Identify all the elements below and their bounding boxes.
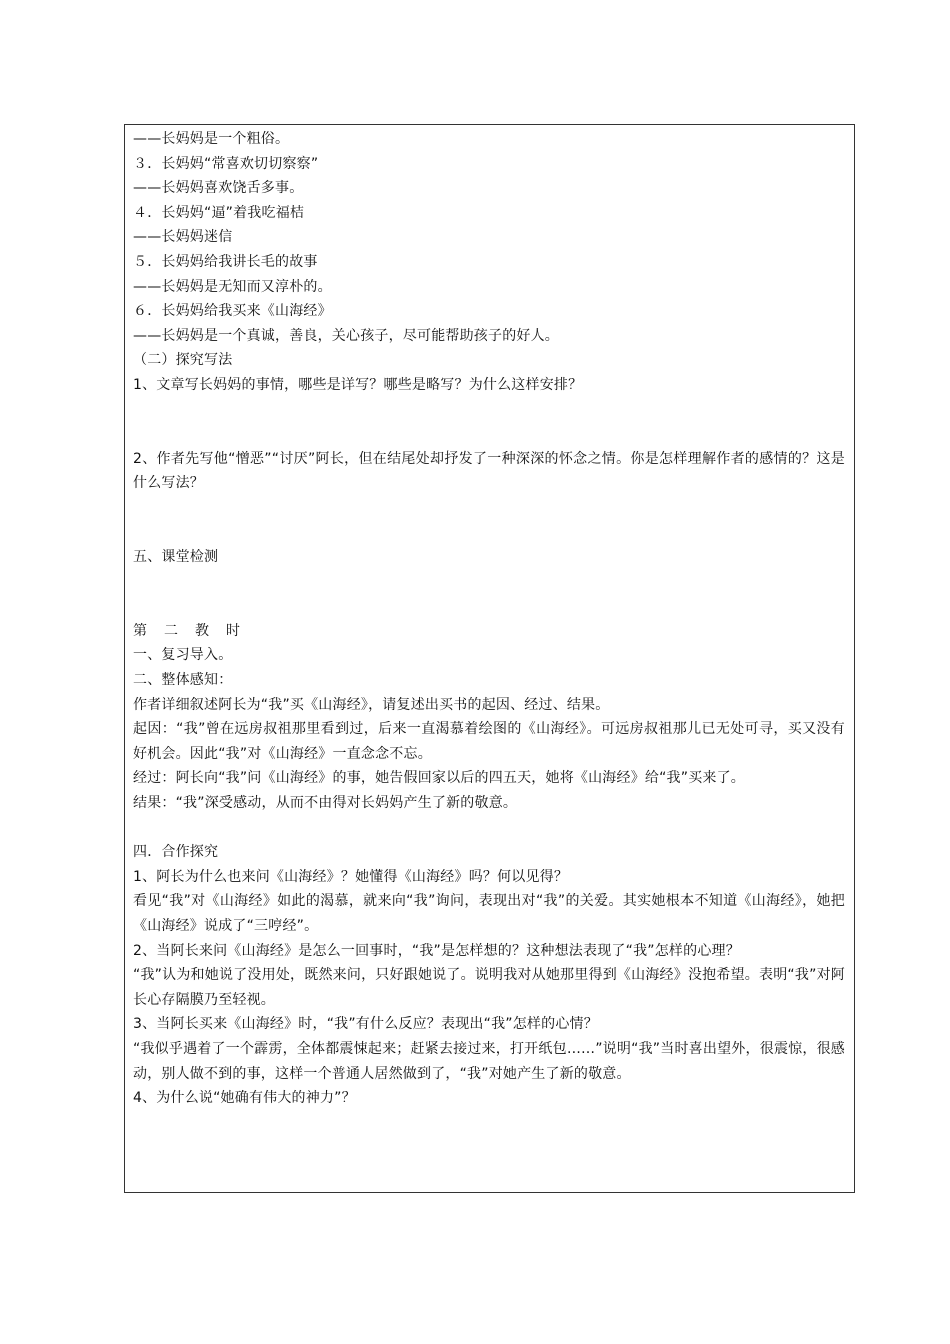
question: 4、为什么说“她确有伟大的神力”？ [133,1090,356,1107]
text-line: ３．长妈妈“常喜欢切切察察” [133,155,319,172]
question: 1、文章写长妈妈的事情，哪些是详写？哪些是略写？为什么这样安排？ [133,376,583,393]
text-line: ４．长妈妈“逼”着我吃福桔 [133,204,305,221]
paragraph: “我”认为和她说了没用处，既然来问，只好跟她说了。说明我对从她那里得到《山海经》没抱希望。表明“我”对阿长心存隔膜乃至轻视。 [133,967,845,1008]
section-heading: 一、复习导入。 [133,647,233,664]
text-line: ５．长妈妈给我讲长毛的故事 [133,253,318,270]
lesson-heading: 第二教时 [133,622,257,639]
text-line: ——长妈妈是一个粗俗。 [133,131,290,147]
text-line: 作者详细叙述阿长为“我”买《山海经》，请复述出买书的起因、经过、结果。 [133,696,610,713]
document-body [133,127,845,1111]
text-line: ——长妈妈是无知而又淳朴的。 [133,278,332,295]
question: 2、当阿长来问《山海经》是怎么一回事时，“我”是怎样想的？这种想法表现了“我”怎样的心理？ [133,942,740,959]
paragraph: 起因：“我”曾在远房叔祖那里看到过，后来一直渴慕着绘图的《山海经》。可远房叔祖那儿已无处可寻，买又没有好机会。因此“我”对《山海经》一直念念不忘。 [133,721,845,762]
paragraph: “我似乎遇着了一个霹雳，全体都震悚起来；赶紧去接过来，打开纸包……”说明“我”当时喜出望外，很震惊，很感动，别人做不到的事，这样一个普通人居然做到了，“我”对她产生了新的敬意。 [133,1040,845,1082]
text-line: ６．长妈妈给我买来《山海经》 [133,303,332,320]
section-heading: 二、整体感知： [133,672,233,689]
answer-space [133,496,845,545]
section-heading: 四．合作探究 [133,844,219,861]
answer-space [133,570,845,619]
blank-line [133,816,845,841]
text-line: 结果：“我”深受感动，从而不由得对长妈妈产生了新的敬意。 [133,795,518,812]
document-table-cell [124,124,855,1193]
text-line: ——长妈妈喜欢饶舌多事。 [133,180,304,197]
section-heading: （二）探究写法 [133,352,233,369]
text-line: ——长妈妈是一个真诚，善良，关心孩子，尽可能帮助孩子的好人。 [133,327,559,344]
question: 2、作者先写他“憎恶”“讨厌”阿长，但在结尾处却抒发了一种深深的怀念之情。你是怎样理解作者的感情的？这是什么写法？ [133,450,845,492]
answer-space [133,398,845,447]
question: 3、当阿长买来《山海经》时，“我”有什么反应？表现出“我”怎样的心情？ [133,1016,598,1033]
paragraph: 经过：阿长向“我”问《山海经》的事，她告假回家以后的四五天，她将《山海经》给“我”买来了。 [133,770,746,787]
paragraph: 看见“我”对《山海经》如此的渴慕，就来向“我”询问，表现出对“我”的关爱。其实她根本不知道《山海经》，她把《山海经》说成了“三哼经”。 [133,893,845,934]
section-heading: 五、课堂检测 [133,549,219,566]
text-line: ——长妈妈迷信 [133,229,233,246]
question: 1、阿长为什么也来问《山海经》？她懂得《山海经》吗？何以见得？ [133,868,569,885]
